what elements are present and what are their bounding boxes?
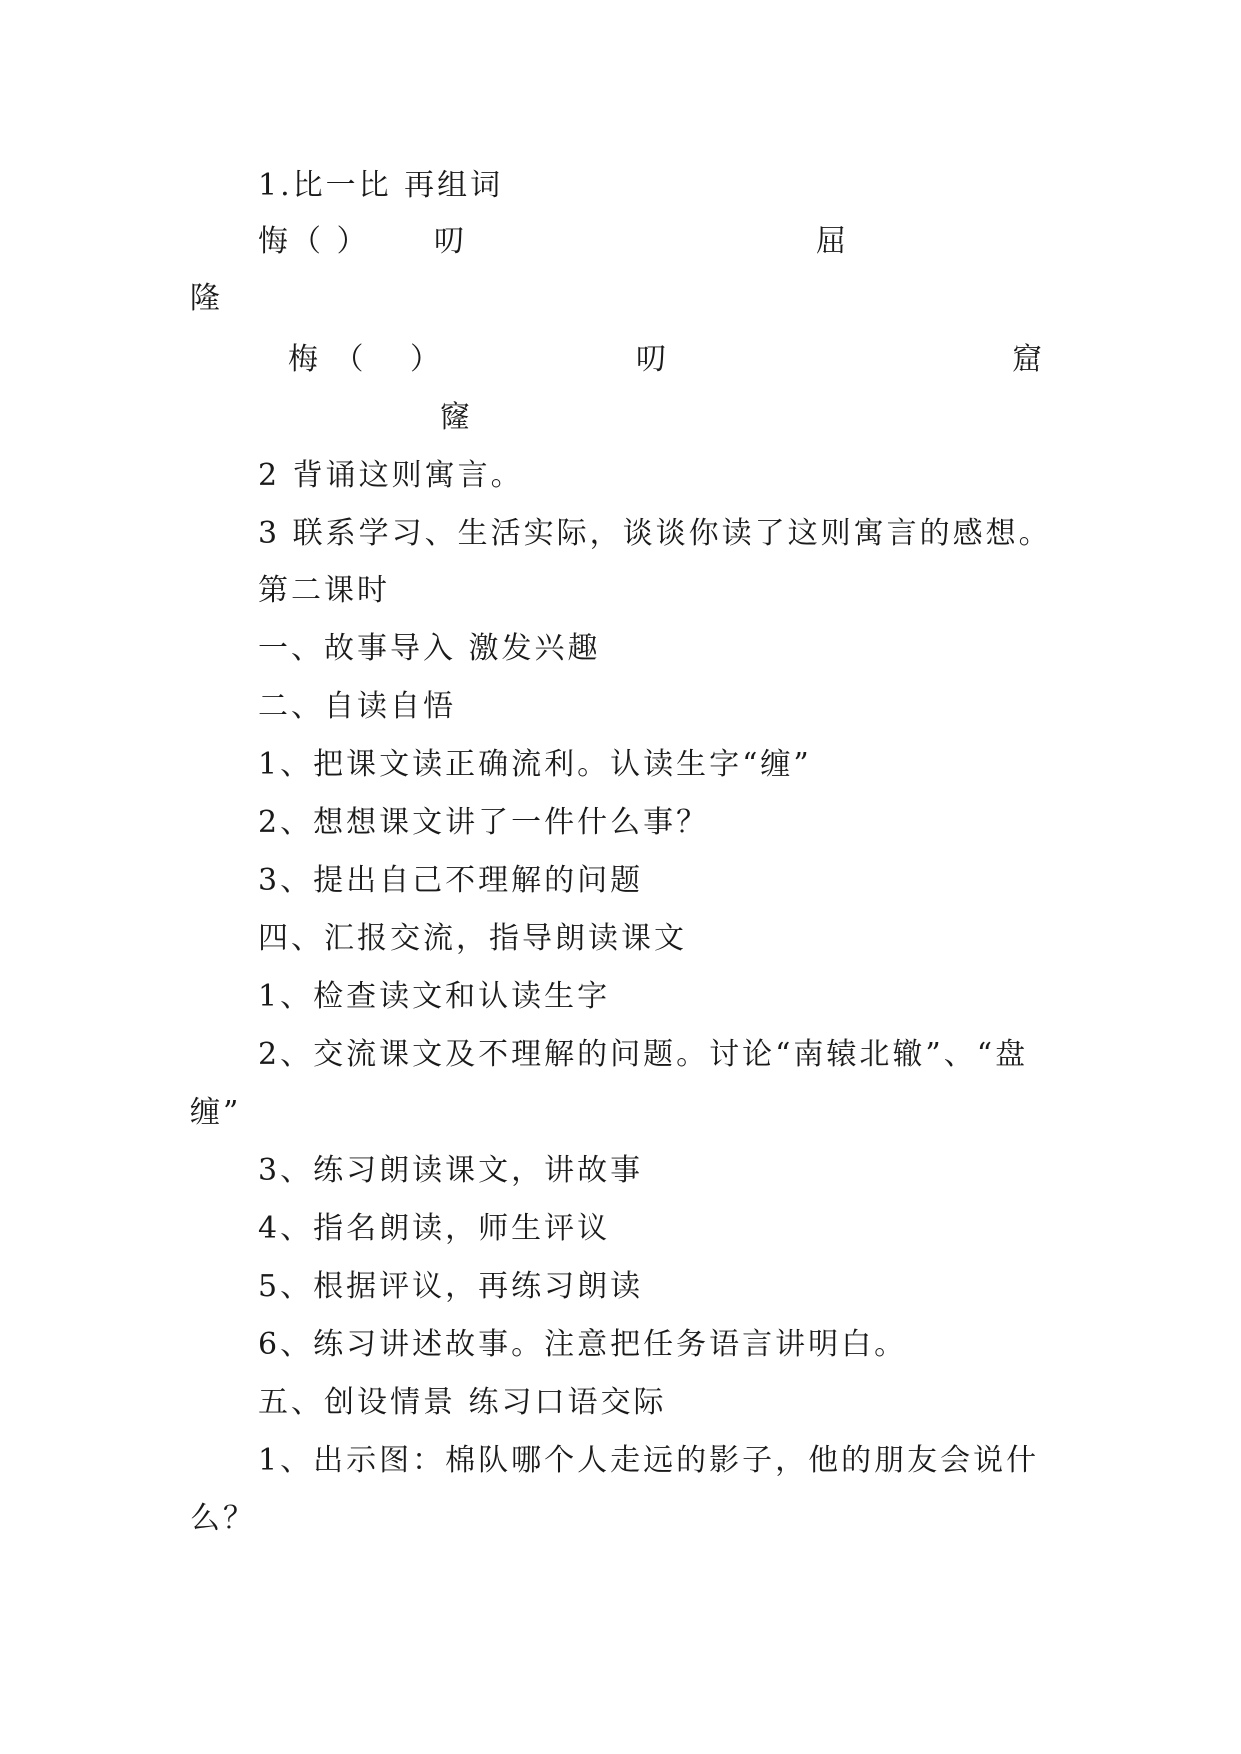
text-line: 1、把课文读正确流利。认读生字“缠” <box>258 747 812 782</box>
text-line: 2、想想课文讲了一件什么事？ <box>258 805 710 840</box>
text-line: 么？ <box>190 1501 256 1536</box>
word-item-dao: 叨 <box>434 224 467 259</box>
section-heading: 四、汇报交流，指导朗读课文 <box>258 921 687 956</box>
text-line: 5、根据评议，再练习朗读 <box>258 1269 644 1304</box>
text-line: 4、指名朗读，师生评议 <box>258 1211 611 1246</box>
text-line: 3、提出自己不理解的问题 <box>258 863 644 898</box>
section-heading: 一、故事导入 激发兴趣 <box>258 631 601 666</box>
text-line: 6、练习讲述故事。注意把任务语言讲明白。 <box>258 1327 908 1362</box>
word-item-paren: ） <box>410 342 443 377</box>
text-line: 缠” <box>190 1095 242 1130</box>
text-line: 1、检查读文和认读生字 <box>258 979 611 1014</box>
word-item-qu: 屈 <box>816 224 849 259</box>
section-heading: 第二课时 <box>258 573 390 608</box>
word-item-mei: 梅 （ <box>288 342 367 377</box>
text-line: 3 联系学习、生活实际，谈谈你读了这则寓言的感想。 <box>258 516 1052 551</box>
word-item-long: 隆 <box>190 281 223 316</box>
text-line: 1、出示图：棉队哪个人走远的影子，他的朋友会说什 <box>258 1443 1040 1478</box>
word-item-dao-2: 叨 <box>636 342 669 377</box>
word-item-hui: 悔（ ） <box>258 224 370 259</box>
section-heading: 五、创设情景 练习口语交际 <box>258 1385 667 1420</box>
exercise-heading: 1.比一比 再组词 <box>258 168 504 203</box>
section-heading: 二、自读自悟 <box>258 689 456 724</box>
text-line: 2 背诵这则寓言。 <box>258 458 524 493</box>
word-item-long-2: 窿 <box>440 400 473 435</box>
text-line: 2、交流课文及不理解的问题。讨论“南辕北辙”、“盘 <box>258 1037 1029 1072</box>
word-item-ku: 窟 <box>1012 342 1045 377</box>
text-line: 3、练习朗读课文，讲故事 <box>258 1153 644 1188</box>
